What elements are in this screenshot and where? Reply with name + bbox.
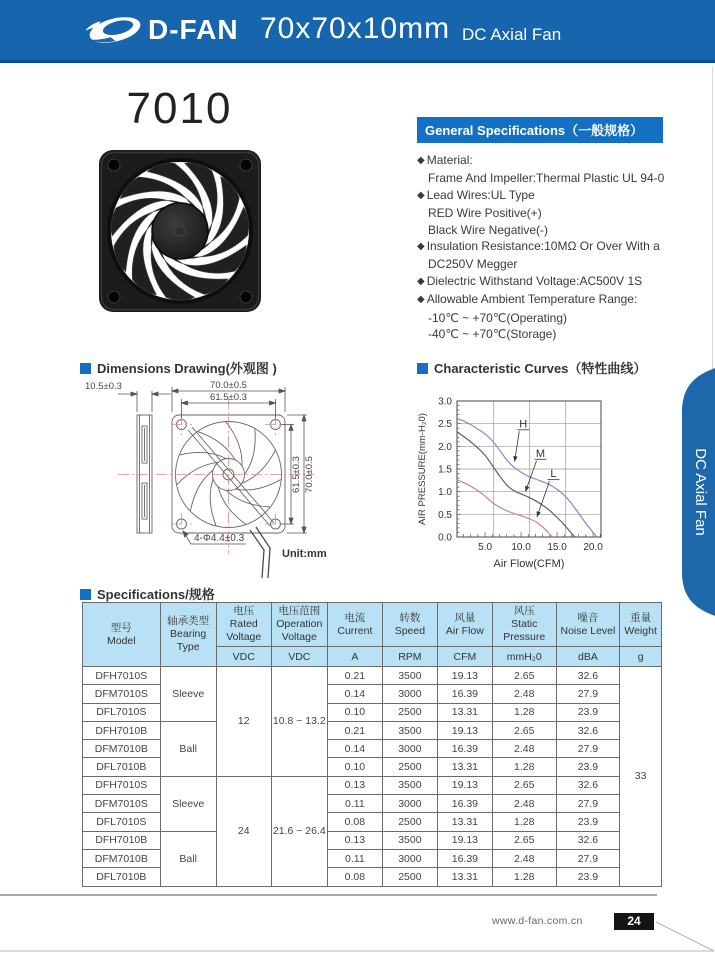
fan-product-photo: [97, 148, 263, 314]
cell-model: DFH7010B: [83, 721, 161, 739]
table-cell: 16.39: [437, 795, 492, 813]
svg-text:3.0: 3.0: [438, 396, 452, 408]
table-cell: 32.6: [556, 831, 620, 849]
col-header-model: 型号 Model: [83, 603, 161, 667]
table-cell: 32.6: [556, 721, 620, 739]
cell-model: DFH7010S: [83, 667, 161, 685]
svg-text:2.5: 2.5: [438, 419, 452, 431]
svg-text:H: H: [519, 418, 528, 431]
col-unit: VDC: [271, 647, 327, 667]
col-unit: g: [620, 647, 662, 667]
table-cell: 23.9: [556, 868, 620, 886]
svg-text:Air Flow(CFM): Air Flow(CFM): [493, 558, 565, 570]
footer-page-number: 24: [614, 913, 654, 930]
table-cell: 27.9: [556, 740, 620, 758]
table-cell: 0.11: [327, 795, 382, 813]
table-cell: 0.14: [327, 740, 382, 758]
table-cell: 0.14: [327, 685, 382, 703]
page-edge-line: [712, 66, 713, 372]
cell-bearing: Sleeve: [160, 776, 216, 831]
characteristic-curves-chart: [413, 382, 663, 582]
cell-model: DFM7010B: [83, 849, 161, 867]
table-cell: 27.9: [556, 795, 620, 813]
table-cell: 3500: [382, 667, 437, 685]
spec-continuation-line: Frame And Impeller:Thermal Plastic UL 94-0: [428, 171, 665, 186]
spec-continuation-line: -40℃ ~ +70℃(Storage): [428, 327, 557, 342]
cell-voltage: 24: [216, 776, 271, 886]
diamond-bullet-icon: ◆: [417, 189, 425, 201]
col-header-static-pressure: 风压 Static Pressure: [492, 603, 556, 647]
col-unit: A: [327, 647, 382, 667]
table-cell: 0.13: [327, 831, 382, 849]
table-cell: 13.31: [437, 703, 492, 721]
blue-square-icon: [80, 589, 91, 600]
spec-bullet-item: ◆ Dielectric Withstand Voltage:AC500V 1S: [417, 273, 643, 288]
spec-bullet-item: ◆ Allowable Ambient Temperature Range:: [417, 292, 638, 307]
table-cell: 19.13: [437, 776, 492, 794]
table-cell: 19.13: [437, 721, 492, 739]
table-cell: 23.9: [556, 758, 620, 776]
svg-text:15.0: 15.0: [547, 542, 567, 553]
diamond-bullet-icon: ◆: [417, 275, 425, 287]
cell-model: DFM7010S: [83, 685, 161, 703]
svg-text:1.0: 1.0: [438, 487, 452, 499]
col-header-weight: 重量 Weight: [620, 603, 662, 647]
spec-bullet-item: ◆ Material:: [417, 153, 473, 167]
spec-bullet-item: ◆ Lead Wires:UL Type: [417, 187, 535, 202]
spec-continuation-line: DC250V Megger: [428, 257, 518, 272]
table-cell: 13.31: [437, 813, 492, 831]
table-row: [83, 667, 662, 685]
banner-divider: [0, 60, 715, 63]
col-header-current: 电流 Current: [327, 603, 382, 647]
table-cell: 1.28: [492, 703, 556, 721]
cell-model: DFM7010B: [83, 740, 161, 758]
col-unit: CFM: [437, 647, 492, 667]
banner-subtitle: DC Axial Fan: [462, 25, 562, 44]
table-cell: 32.6: [556, 776, 620, 794]
col-unit: dBA: [556, 647, 620, 667]
section-curves-label: Characteristic Curves（特性曲线）: [434, 361, 647, 376]
cell-model: DFL7010S: [83, 813, 161, 831]
table-cell: 3000: [382, 795, 437, 813]
spec-continuation-line: -10℃ ~ +70℃(Operating): [428, 310, 568, 325]
svg-text:L: L: [550, 468, 557, 481]
table-cell: 0.10: [327, 758, 382, 776]
table-cell: 3500: [382, 721, 437, 739]
cell-bearing: Ball: [160, 831, 216, 886]
dim-unit: Unit:mm: [282, 548, 327, 560]
cell-range: 10.8 ~ 13.2: [271, 667, 327, 777]
table-cell: 2500: [382, 703, 437, 721]
svg-text:0.0: 0.0: [438, 532, 452, 544]
cell-model: DFL7010B: [83, 758, 161, 776]
table-cell: 2.48: [492, 849, 556, 867]
table-cell: 0.21: [327, 721, 382, 739]
table-row: [83, 776, 662, 794]
table-cell: 0.08: [327, 868, 382, 886]
cell-model: DFH7010S: [83, 776, 161, 794]
footer-rule: [0, 894, 657, 896]
svg-text:AIR PRESSURE(mm-H₂0): AIR PRESSURE(mm-H₂0): [417, 413, 428, 525]
table-cell: 27.9: [556, 685, 620, 703]
table-cell: 2.48: [492, 740, 556, 758]
banner-size-title: 70x70x10mm: [260, 12, 451, 45]
table-cell: 0.08: [327, 813, 382, 831]
table-cell: 3000: [382, 685, 437, 703]
svg-text:20.0: 20.0: [583, 542, 603, 553]
cell-model: DFL7010S: [83, 703, 161, 721]
cell-bearing: Ball: [160, 721, 216, 776]
dimensions-drawing: [78, 378, 408, 583]
table-cell: 3000: [382, 849, 437, 867]
table-cell: 16.39: [437, 685, 492, 703]
svg-text:1.5: 1.5: [438, 464, 452, 476]
table-cell: 16.39: [437, 740, 492, 758]
table-cell: 0.10: [327, 703, 382, 721]
table-cell: 3000: [382, 740, 437, 758]
table-cell: 13.31: [437, 868, 492, 886]
table-cell: 2.48: [492, 795, 556, 813]
table-row: [83, 831, 662, 849]
cell-model: DFL7010B: [83, 868, 161, 886]
col-header-rated-voltage: 电压 Rated Voltage: [216, 603, 271, 647]
table-cell: 2.65: [492, 667, 556, 685]
product-model-title: 7010: [126, 84, 233, 133]
svg-text:M: M: [535, 447, 546, 460]
table-cell: 16.39: [437, 849, 492, 867]
section-specifications: [80, 584, 215, 603]
table-cell: 2.65: [492, 776, 556, 794]
spec-continuation-line: RED Wire Positive(+): [428, 206, 542, 221]
svg-text:10.0: 10.0: [511, 542, 531, 553]
table-cell: 23.9: [556, 703, 620, 721]
table-cell: 2.65: [492, 721, 556, 739]
curve-L: [457, 480, 552, 537]
svg-text:0.5: 0.5: [438, 509, 452, 521]
table-cell: 0.13: [327, 776, 382, 794]
table-cell: 13.31: [437, 758, 492, 776]
general-specifications-list: [417, 152, 663, 342]
table-cell: 1.28: [492, 813, 556, 831]
brand-name: D-FAN: [148, 14, 239, 45]
side-tab-label: DC Axial Fan: [692, 448, 709, 536]
spec-continuation-line: Black Wire Negative(-): [428, 222, 549, 237]
dfan-logo-icon: [86, 13, 144, 47]
table-cell: 23.9: [556, 813, 620, 831]
svg-text:5.0: 5.0: [478, 542, 493, 553]
dim-holes: 4-Φ4.4±0.3: [194, 533, 245, 544]
table-cell: 19.13: [437, 667, 492, 685]
general-specifications-heading: General Specifications（一般规格）: [417, 117, 663, 143]
dc-axial-fan-tab: [674, 368, 715, 616]
dim-inner-width: 61.5±0.3: [210, 392, 247, 403]
cell-bearing: Sleeve: [160, 667, 216, 722]
table-cell: 2500: [382, 868, 437, 886]
blue-square-icon: [80, 363, 91, 374]
table-cell: 1.28: [492, 868, 556, 886]
col-unit: VDC: [216, 647, 271, 667]
col-header-operation-voltage: 电压范围 Operation Voltage: [271, 603, 327, 647]
table-cell: 32.6: [556, 667, 620, 685]
col-unit: RPM: [382, 647, 437, 667]
curve-M: [457, 432, 575, 537]
cell-model: DFM7010S: [83, 795, 161, 813]
dim-inner-height: 61.5±0.3: [291, 456, 302, 493]
cell-range: 21.6 ~ 26.4: [271, 776, 327, 886]
section-dimensions: [80, 358, 277, 377]
svg-text:2.0: 2.0: [438, 441, 452, 453]
col-header-bearing-type: 轴承类型 Bearing Type: [160, 603, 216, 667]
dim-side-thickness: 10.5±0.3: [85, 381, 122, 392]
top-banner: [0, 0, 715, 60]
table-cell: 3500: [382, 776, 437, 794]
section-curves: [417, 358, 646, 377]
table-row: [83, 721, 662, 739]
spec-bullet-item: ◆ Insulation Resistance:10MΩ Or Over With a: [417, 239, 660, 254]
blue-square-icon: [417, 363, 428, 374]
curve-H: [457, 418, 597, 537]
diamond-bullet-icon: ◆: [417, 241, 425, 253]
col-header-noise-level: 噪音 Noise Level: [556, 603, 620, 647]
table-cell: 0.11: [327, 849, 382, 867]
table-cell: 2500: [382, 813, 437, 831]
cell-weight: 33: [620, 667, 662, 887]
footer-website-link[interactable]: www.d-fan.com.cn: [492, 915, 583, 927]
table-cell: 2500: [382, 758, 437, 776]
table-cell: 2.48: [492, 685, 556, 703]
diamond-bullet-icon: ◆: [417, 294, 425, 306]
diamond-bullet-icon: ◆: [417, 155, 425, 166]
table-cell: 1.28: [492, 758, 556, 776]
section-specifications-label: Specifications/规格: [97, 587, 215, 602]
specifications-table: [82, 602, 662, 887]
section-dimensions-label: Dimensions Drawing(外观图 ): [97, 361, 277, 376]
table-cell: 19.13: [437, 831, 492, 849]
table-cell: 2.65: [492, 831, 556, 849]
cell-voltage: 12: [216, 667, 271, 777]
col-header-speed: 转数 Speed: [382, 603, 437, 647]
col-unit: mmH₂0: [492, 647, 556, 667]
table-cell: 3500: [382, 831, 437, 849]
general-specifications-panel: [417, 117, 663, 342]
cell-model: DFH7010B: [83, 831, 161, 849]
dim-outer-width: 70.0±0.5: [210, 380, 247, 391]
table-cell: 0.21: [327, 667, 382, 685]
table-cell: 27.9: [556, 849, 620, 867]
col-header-air-flow: 风量 Air Flow: [437, 603, 492, 647]
dim-outer-height: 70.0±0.5: [304, 456, 315, 493]
